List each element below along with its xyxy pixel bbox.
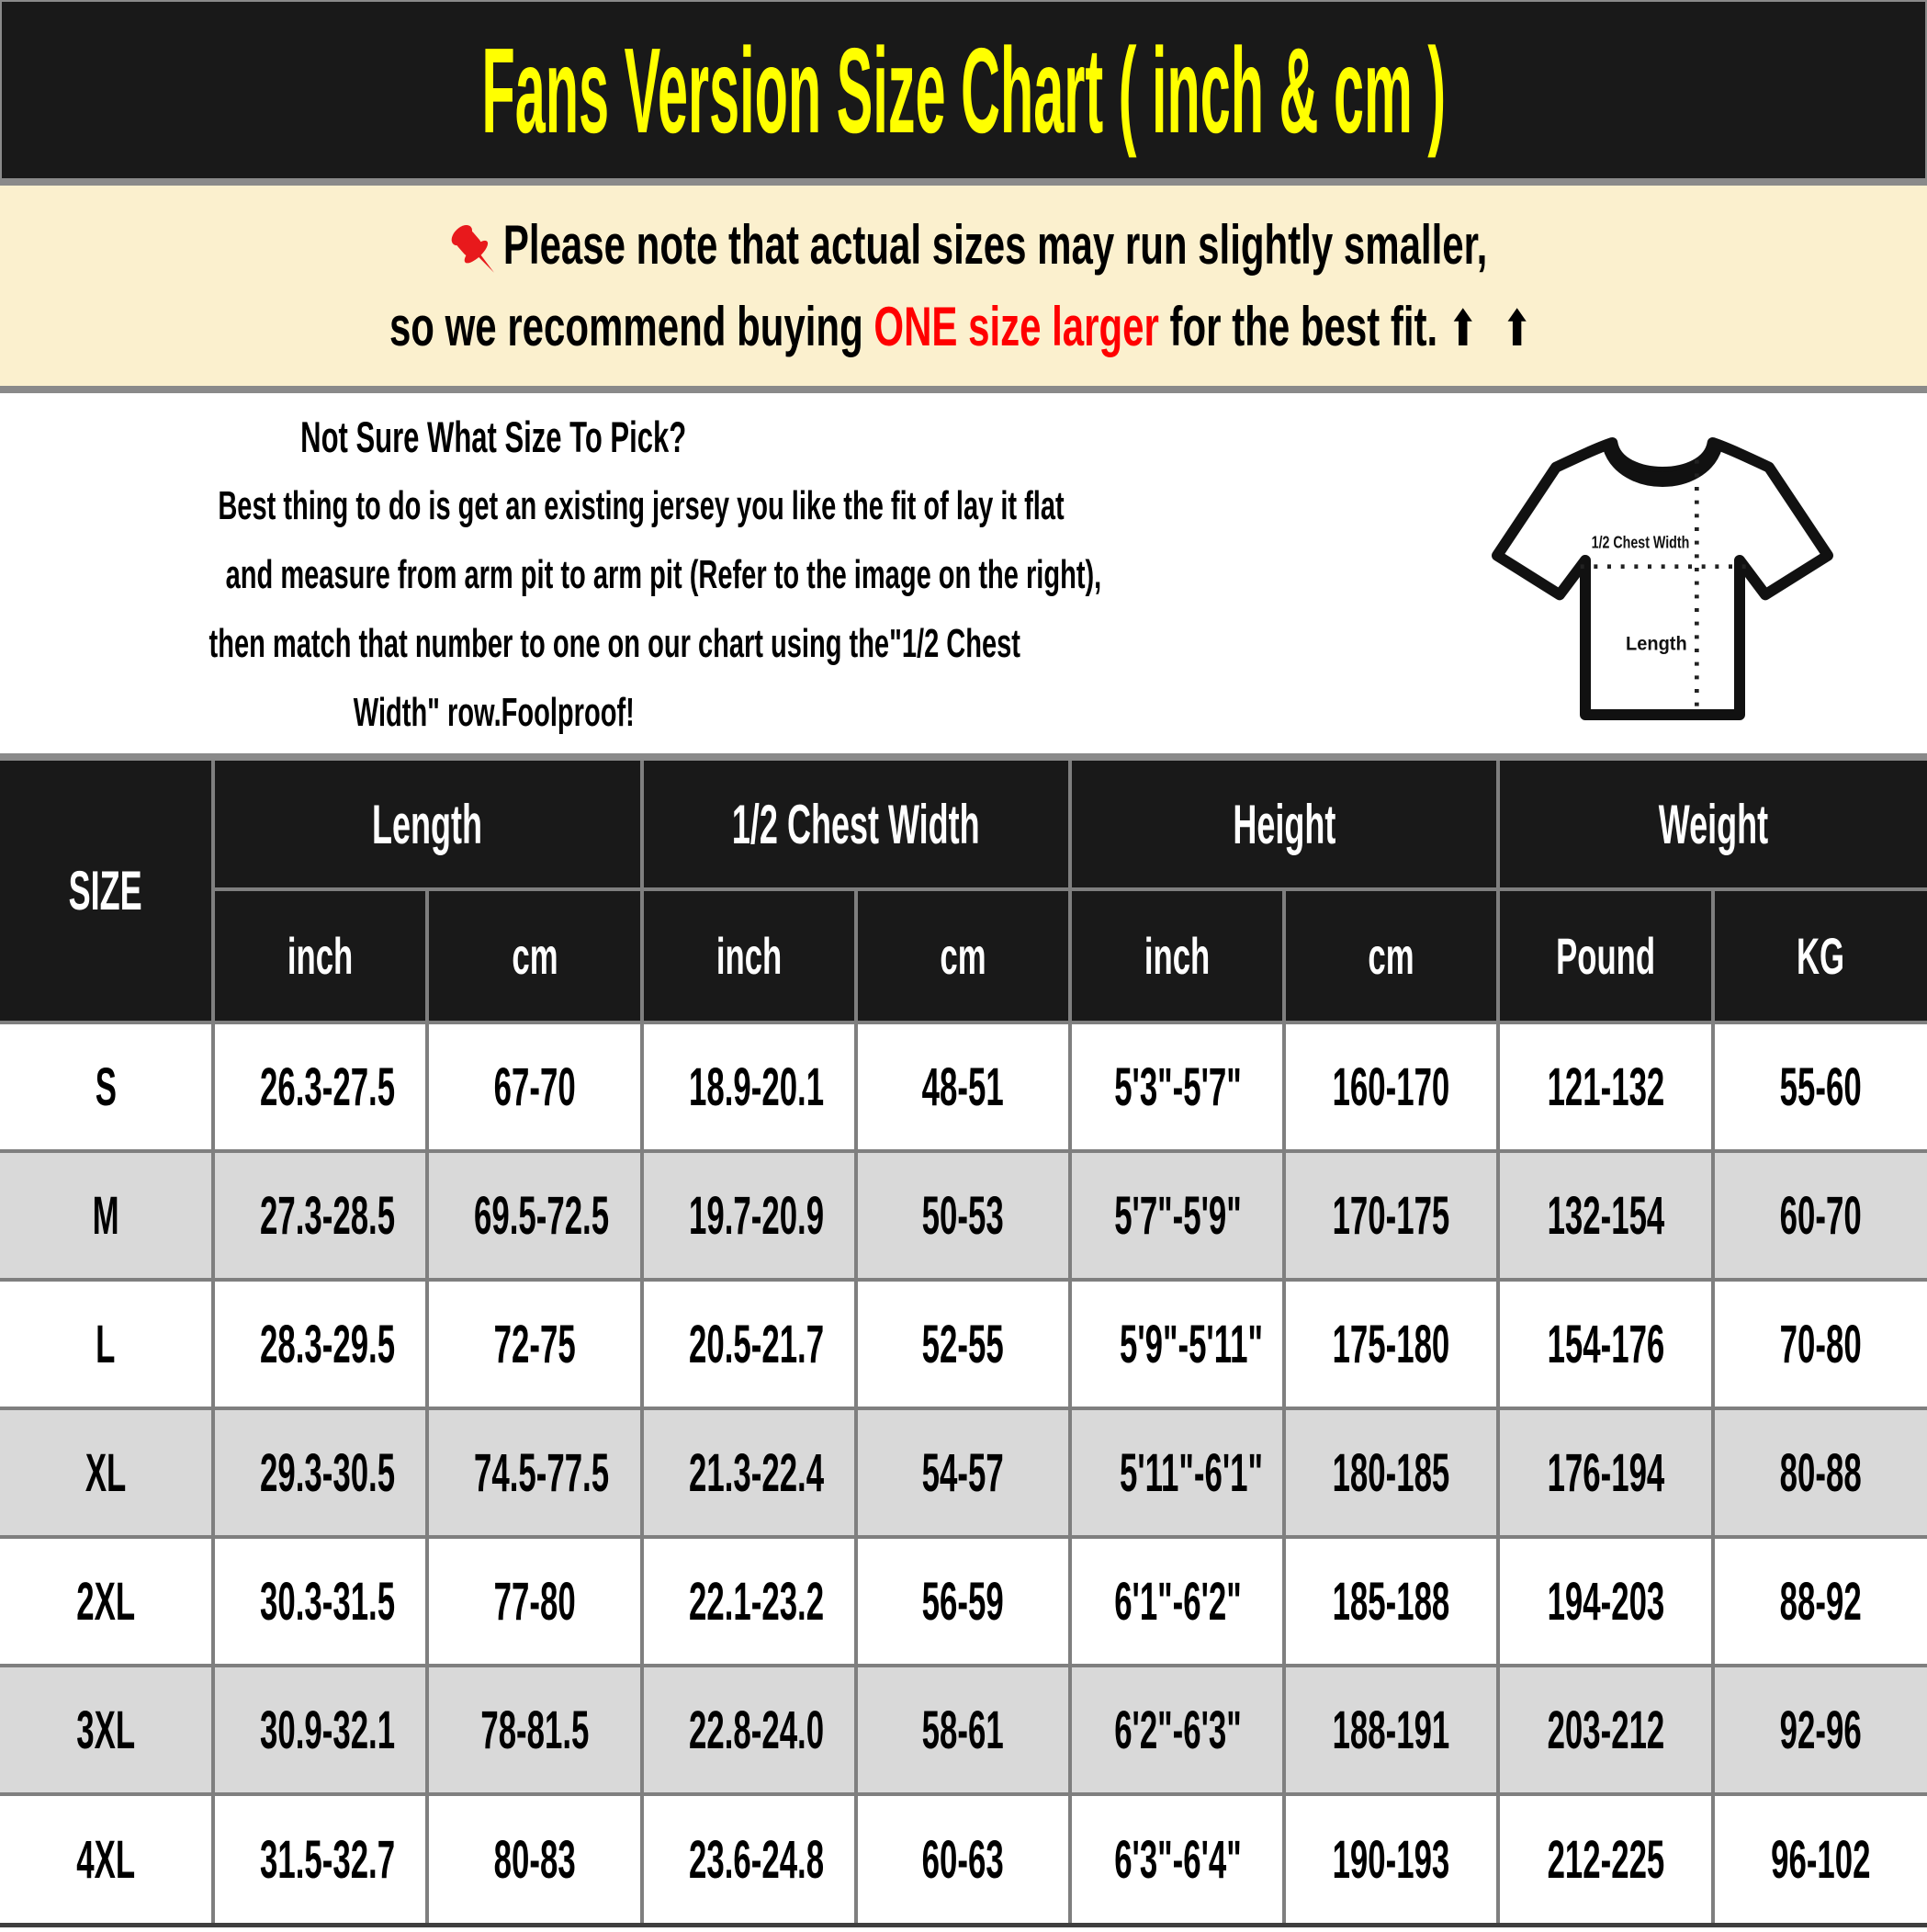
value-cell: 54-57: [856, 1408, 1070, 1537]
section-divider: [0, 178, 1927, 186]
table-bottom-border: [0, 1923, 1927, 1927]
value-cell: 19.7-20.9: [642, 1151, 856, 1280]
group-header-weight: Weight: [1498, 761, 1927, 889]
value-cell: 5'3"-5'7": [1070, 1022, 1284, 1151]
value-cell: 176-194: [1498, 1408, 1712, 1537]
group-header-chest-width: 1/2 Chest Width: [642, 761, 1070, 889]
table-row-2xl: [0, 1537, 1927, 1666]
group-header-length: Length: [213, 761, 641, 889]
value-cell: 52-55: [856, 1280, 1070, 1408]
guide-line: then match that number to one on our chart using the"1/2 Chest: [208, 621, 1020, 666]
size-cell: 3XL: [0, 1666, 213, 1794]
guide-line: and measure from arm pit to arm pit (Refer to the image on the right),: [225, 552, 1102, 597]
guide-text-column: [0, 393, 1102, 747]
value-cell: 185-188: [1284, 1537, 1498, 1666]
table-row-3xl: [0, 1666, 1927, 1794]
value-cell: 31.5-32.7: [213, 1794, 427, 1923]
value-cell: 154-176: [1498, 1280, 1712, 1408]
subheader-cell: inch: [642, 889, 856, 1022]
note-banner: [0, 186, 1927, 386]
value-cell: 48-51: [856, 1022, 1070, 1151]
red-pushpin-icon: [440, 214, 507, 284]
value-cell: 170-175: [1284, 1151, 1498, 1280]
subheader-cell: cm: [427, 889, 641, 1022]
note-text-2-prefix: so we recommend buying: [389, 296, 874, 357]
value-cell: 77-80: [427, 1537, 641, 1666]
value-cell: 6'3"-6'4": [1070, 1794, 1284, 1923]
value-cell: 121-132: [1498, 1022, 1712, 1151]
section-divider: [0, 386, 1927, 393]
value-cell: 80-83: [427, 1794, 641, 1923]
value-cell: 6'2"-6'3": [1070, 1666, 1284, 1794]
value-cell: 160-170: [1284, 1022, 1498, 1151]
value-cell: 175-180: [1284, 1280, 1498, 1408]
value-cell: 92-96: [1713, 1666, 1927, 1794]
tshirt-icon: [1479, 404, 1846, 739]
value-cell: 78-81.5: [427, 1666, 641, 1794]
size-larger-highlight: ONE size larger: [873, 296, 1159, 357]
value-cell: 30.9-32.1: [213, 1666, 427, 1794]
table-row-4xl: [0, 1794, 1927, 1923]
value-cell: 28.3-29.5: [213, 1280, 427, 1408]
length-label: Length: [1626, 632, 1687, 655]
note-line-2: [143, 297, 1784, 357]
value-cell: 23.6-24.8: [642, 1794, 856, 1923]
table-row-s: [0, 1022, 1927, 1151]
subheader-cell: Pound: [1498, 889, 1712, 1022]
value-cell: 132-154: [1498, 1151, 1712, 1280]
value-cell: 29.3-30.5: [213, 1408, 427, 1537]
subheader-cell: inch: [1070, 889, 1284, 1022]
value-cell: 6'1"-6'2": [1070, 1537, 1284, 1666]
table-row-l: [0, 1280, 1927, 1408]
value-cell: 22.8-24.0: [642, 1666, 856, 1794]
chest-width-label: 1/2 Chest Width: [1591, 532, 1690, 552]
guide-line: Best thing to do is get an existing jersey you like the fit of lay it flat: [218, 483, 1065, 528]
value-cell: 80-88: [1713, 1408, 1927, 1537]
value-cell: 22.1-23.2: [642, 1537, 856, 1666]
value-cell: 188-191: [1284, 1666, 1498, 1794]
value-cell: 194-203: [1498, 1537, 1712, 1666]
subheader-cell: inch: [213, 889, 427, 1022]
table-row-xl: [0, 1408, 1927, 1537]
size-table: [0, 761, 1927, 1923]
subheader-cell: cm: [856, 889, 1070, 1022]
table-row-m: [0, 1151, 1927, 1280]
value-cell: 26.3-27.5: [213, 1022, 427, 1151]
value-cell: 56-59: [856, 1537, 1070, 1666]
value-cell: 30.3-31.5: [213, 1537, 427, 1666]
value-cell: 55-60: [1713, 1022, 1927, 1151]
value-cell: 190-193: [1284, 1794, 1498, 1923]
note-text-2-suffix: for the best fit.: [1158, 296, 1448, 357]
size-cell: S: [0, 1022, 213, 1151]
tshirt-measurement-diagram: [1479, 404, 1846, 739]
guide-heading: Not Sure What Size To Pick?: [300, 412, 687, 461]
value-cell: 88-92: [1713, 1537, 1927, 1666]
value-cell: 69.5-72.5: [427, 1151, 641, 1280]
size-header-cell: SIZE: [0, 761, 213, 1022]
section-divider: [0, 753, 1927, 761]
value-cell: 20.5-21.7: [642, 1280, 856, 1408]
value-cell: 60-63: [856, 1794, 1070, 1923]
page-title: Fans Version Size Chart ( inch & cm ): [481, 22, 1446, 158]
note-text-1: Please note that actual sizes may run slightly smaller,: [502, 213, 1488, 276]
value-cell: 74.5-77.5: [427, 1408, 641, 1537]
note-line-1: [216, 214, 1712, 284]
value-cell: 21.3-22.4: [642, 1408, 856, 1537]
value-cell: 18.9-20.1: [642, 1022, 856, 1151]
up-arrows-icon: ⬆ ⬆: [1448, 299, 1538, 357]
value-cell: 5'7"-5'9": [1070, 1151, 1284, 1280]
group-header-height: Height: [1070, 761, 1498, 889]
value-cell: 67-70: [427, 1022, 641, 1151]
value-cell: 5'11"-6'1": [1070, 1408, 1284, 1537]
guide-section: [0, 393, 1927, 753]
size-cell: 2XL: [0, 1537, 213, 1666]
subheader-cell: cm: [1284, 889, 1498, 1022]
subheader-cell: KG: [1713, 889, 1927, 1022]
value-cell: 5'9"-5'11": [1070, 1280, 1284, 1408]
size-cell: L: [0, 1280, 213, 1408]
value-cell: 96-102: [1713, 1794, 1927, 1923]
value-cell: 60-70: [1713, 1151, 1927, 1280]
size-cell: XL: [0, 1408, 213, 1537]
value-cell: 58-61: [856, 1666, 1070, 1794]
value-cell: 203-212: [1498, 1666, 1712, 1794]
title-banner: [0, 0, 1927, 178]
value-cell: 72-75: [427, 1280, 641, 1408]
value-cell: 212-225: [1498, 1794, 1712, 1923]
guide-line: Width" row.Foolproof!: [353, 690, 635, 735]
value-cell: 27.3-28.5: [213, 1151, 427, 1280]
value-cell: 70-80: [1713, 1280, 1927, 1408]
value-cell: 180-185: [1284, 1408, 1498, 1537]
size-cell: 4XL: [0, 1794, 213, 1923]
value-cell: 50-53: [856, 1151, 1070, 1280]
size-cell: M: [0, 1151, 213, 1280]
